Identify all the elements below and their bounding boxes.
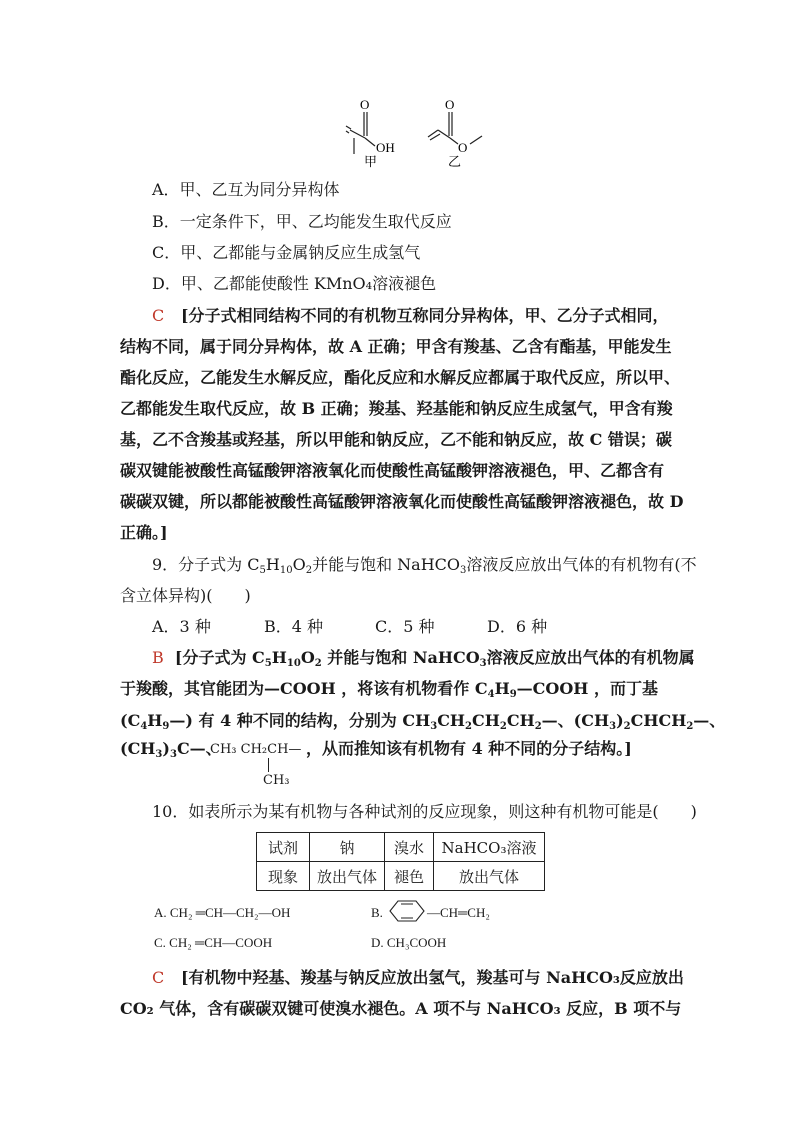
- q10-explanation-text-1: [有机物中羟基、羧基与钠反应放出氢气，羧基可与 NaHCO₃反应放出: [180, 968, 684, 987]
- q9-exp-text: 溶液反应放出气体的有机物属: [486, 648, 695, 667]
- q9-sub: 2: [534, 721, 542, 732]
- q9-exp-text: —、: [693, 711, 726, 730]
- q10-stem: 10．如表所示为某有机物与各种试剂的反应现象，则这种有机物可能是( ): [152, 802, 697, 821]
- q9-stem-line-2: 含立体异构)( ): [120, 586, 251, 605]
- q10-option-d: D. CH₃COOH: [371, 935, 447, 950]
- q9-exp-text: ): [616, 711, 624, 730]
- jia-o-label: O: [360, 97, 370, 112]
- q10-option-b-label: B.: [371, 905, 383, 920]
- q9-exp-text: C—、: [176, 739, 222, 758]
- q9-sub: 4: [487, 689, 495, 700]
- q10-option-b-text: —CH═CH₂: [427, 905, 490, 920]
- q9-sub: 2: [314, 658, 322, 669]
- q9-stem-line-1: [152, 555, 697, 575]
- q8-answer-letter: C: [152, 306, 165, 325]
- table-cell: 放出气体: [434, 862, 545, 891]
- yi-o-mid-label: O: [458, 140, 468, 155]
- q9-sub: 4: [140, 721, 148, 732]
- q9-branch-methyl: CH₃: [263, 773, 290, 788]
- q9-stem-text: H: [265, 555, 280, 574]
- q9-sub: 2: [499, 721, 507, 732]
- q9-option-b: B．4 种: [264, 617, 324, 636]
- q8-option-d: D．甲、乙都能使酸性 KMnO₄溶液褪色: [152, 274, 437, 293]
- q9-sub: 3: [169, 749, 177, 760]
- q9-explanation-line-1: [152, 648, 695, 668]
- q9-sub: 5: [259, 565, 266, 576]
- q9-exp-text: O: [300, 648, 315, 667]
- q8-explanation-line-2: 结构不同，属于同分异构体，故 A 正确；甲含有羧基、乙含有酯基，甲能发生: [120, 337, 672, 356]
- q9-option-d: D．6 种: [487, 617, 548, 636]
- q8-explanation-line-5: 基，乙不含羧基或羟基，所以甲能和钠反应，乙不能和钠反应，故 C 错误；碳: [120, 430, 672, 449]
- q9-sub: 2: [686, 721, 694, 732]
- q9-stem-text: O: [292, 555, 306, 574]
- q9-exp-text: [分子式为 C: [174, 648, 265, 667]
- q9-exp-text: —、(CH: [541, 711, 610, 730]
- q9-exp-text: ): [162, 739, 170, 758]
- molecule-yi: [428, 112, 482, 144]
- q9-explanation-line-4-end: ，从而推知该有机物有 4 种不同的分子结构。]: [306, 739, 632, 758]
- jia-name-label: 甲: [364, 154, 378, 169]
- q9-stem-text: 并能与饱和 NaHCO: [312, 555, 461, 574]
- table-row: [257, 862, 545, 891]
- q9-branched-structure: CH₃ CH₂CH—: [210, 742, 302, 757]
- q8-option-c: C．甲、乙都能与金属钠反应生成氢气: [152, 243, 421, 262]
- q9-branch-bond: [268, 758, 269, 772]
- q9-exp-text: —) 有 4 种不同的结构，分别为 CH: [169, 711, 431, 730]
- yi-name-label: 乙: [448, 154, 462, 169]
- q9-exp-text: CH: [472, 711, 500, 730]
- q9-sub: 3: [155, 749, 163, 760]
- q9-exp-text: H: [494, 679, 510, 698]
- q9-exp-text: (C: [120, 711, 141, 730]
- q9-exp-text: H: [271, 648, 287, 667]
- q10-explanation-line-2: CO₂ 气体，含有碳碳双键可使溴水褪色。A 项不与 NaHCO₃ 反应，B 项不与: [120, 999, 682, 1018]
- q8-explanation-line-1: [152, 306, 669, 326]
- yi-o-top-label: O: [445, 97, 455, 112]
- q9-sub: 9: [509, 689, 517, 700]
- q9-exp-text: CH: [437, 711, 466, 730]
- q8-explanation-line-7: 碳碳双键，所以都能被酸性高锰酸钾溶液氧化而使酸性高锰酸钾溶液褪色，故 D: [120, 492, 684, 511]
- q9-stem-text: 9．分子式为 C: [152, 555, 260, 574]
- q9-sub: 10: [279, 565, 293, 576]
- table-row: [257, 833, 545, 862]
- q9-explanation-line-4: [120, 739, 222, 759]
- q9-sub: 2: [305, 565, 313, 576]
- q10-reagent-table: [256, 832, 545, 891]
- q8-option-b: B．一定条件下，甲、乙均能发生取代反应: [152, 212, 452, 231]
- q10-answer-letter: C: [152, 968, 165, 987]
- q8-option-a: A．甲、乙互为同分异构体: [152, 180, 340, 199]
- q9-sub: 2: [465, 721, 473, 732]
- q8-explanation-line-4: 乙都能发生取代反应，故 B 正确；羧基、羟基能和钠反应生成氢气，甲含有羧: [120, 399, 673, 418]
- q9-exp-text: CHCH: [630, 711, 687, 730]
- q9-exp-text: (CH: [120, 739, 156, 758]
- q9-exp-text: 于羧酸，其官能团为—COOH ，将该有机物看作 C: [120, 679, 488, 698]
- q9-option-c: C．5 种: [375, 617, 435, 636]
- q9-answer-letter: B: [152, 648, 164, 667]
- q9-sub: 3: [430, 721, 438, 732]
- table-cell: 钠: [310, 833, 385, 862]
- q8-explanation-line-8: 正确。]: [120, 523, 168, 542]
- q10-option-c: C. CH₂ ═CH—COOH: [154, 935, 273, 950]
- molecule-jia: [346, 112, 375, 154]
- q9-sub: 2: [623, 721, 631, 732]
- table-cell: 放出气体: [310, 862, 385, 891]
- q9-sub: 10: [286, 658, 301, 669]
- molecule-structures: [330, 92, 510, 172]
- jia-oh-label: OH: [376, 140, 395, 155]
- q9-exp-text: CH: [506, 711, 535, 730]
- q8-explanation-text-1: [分子式相同结构不同的有机物互称同分异构体，甲、乙分子式相同，: [180, 306, 669, 325]
- q9-exp-text: H: [147, 711, 163, 730]
- benzene-ring-icon: [389, 899, 425, 923]
- q9-explanation-line-2: [120, 679, 658, 699]
- table-cell: NaHCO₃溶液: [434, 833, 545, 862]
- q9-exp-text: —COOH ，而丁基: [516, 679, 658, 698]
- table-cell: 溴水: [385, 833, 434, 862]
- table-cell: 褪色: [385, 862, 434, 891]
- q10-option-a: A. CH₂ ═CH—CH₂—OH: [154, 905, 291, 920]
- q9-explanation-line-3: [120, 711, 725, 731]
- q8-explanation-line-6: 碳双键能被酸性高锰酸钾溶液氧化而使酸性高锰酸钾溶液褪色，甲、乙都含有: [120, 461, 665, 480]
- q10-explanation-line-1: [152, 968, 684, 988]
- q9-sub: 3: [460, 565, 467, 576]
- q9-exp-text: 并能与饱和 NaHCO: [321, 648, 480, 667]
- q9-option-a: A．3 种: [152, 617, 211, 636]
- table-cell: 现象: [257, 862, 310, 891]
- q9-sub: 5: [264, 658, 272, 669]
- table-cell: 试剂: [257, 833, 310, 862]
- q9-sub: 3: [479, 658, 487, 669]
- q9-sub: 3: [609, 721, 617, 732]
- q9-sub: 9: [162, 721, 170, 732]
- q8-explanation-line-3: 酯化反应，乙能发生水解反应，酯化反应和水解反应都属于取代反应，所以甲、: [120, 368, 681, 387]
- q9-stem-text: 溶液反应放出气体的有机物有(不: [466, 555, 697, 574]
